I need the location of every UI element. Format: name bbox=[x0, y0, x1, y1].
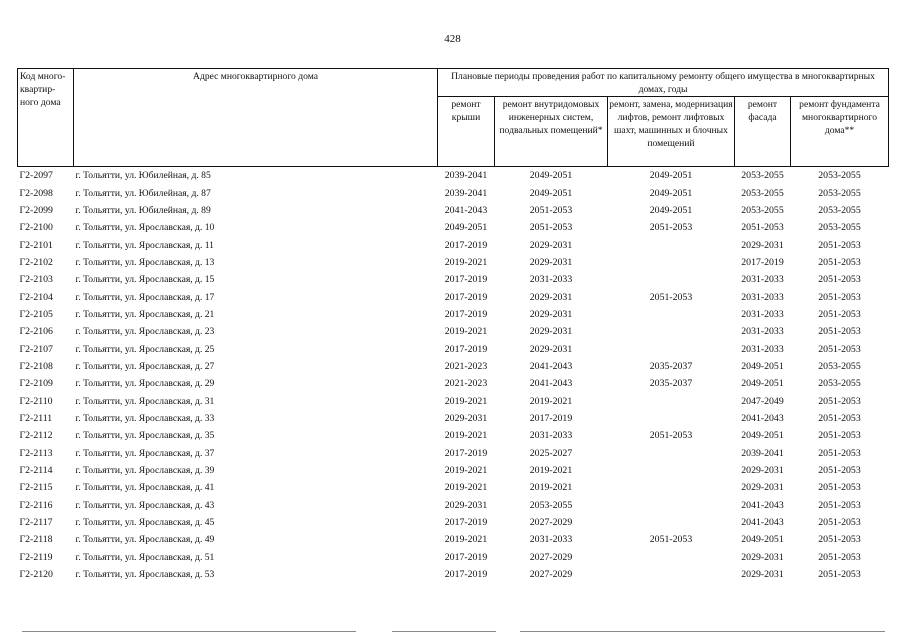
cell-roof-period: 2029-2031 bbox=[444, 499, 488, 511]
table-row bbox=[18, 271, 889, 288]
cell-foundation-period: 2051-2053 bbox=[818, 447, 861, 459]
cell-house-code: Г2-2105 bbox=[19, 308, 53, 320]
cell-systems-period: 2031-2033 bbox=[529, 430, 573, 442]
cell-roof-period: 2019-2021 bbox=[444, 395, 488, 407]
cell-foundation-period: 2051-2053 bbox=[818, 239, 861, 251]
table-row bbox=[18, 323, 889, 340]
bottom-rule bbox=[392, 631, 496, 632]
cell-address: г. Тольятти, ул. Юбилейная, д. 85 bbox=[74, 167, 438, 185]
cell-house-code: Г2-2114 bbox=[19, 465, 53, 477]
table-body bbox=[18, 167, 889, 584]
cell-facade-period: 2041-2043 bbox=[741, 412, 784, 424]
cell-facade-period: 2017-2019 bbox=[741, 256, 784, 268]
cell-foundation-period: 2051-2053 bbox=[818, 412, 861, 424]
cell-lifts-period: 2051-2053 bbox=[649, 222, 693, 234]
cell-facade-period: 2029-2031 bbox=[741, 465, 784, 477]
cell-address: г. Тольятти, ул. Ярославская, д. 10 bbox=[75, 222, 215, 234]
cell-foundation-period: 2053-2055 bbox=[818, 360, 861, 372]
cell-systems-period: 2049-2051 bbox=[529, 187, 573, 199]
cell-house-code: Г2-2110 bbox=[19, 395, 53, 407]
cell-house-code: Г2-2119 bbox=[19, 551, 53, 563]
cell-roof-period: 2019-2021 bbox=[444, 534, 488, 546]
table-row bbox=[18, 340, 889, 357]
header-facade: ремонт фасада bbox=[735, 97, 791, 167]
cell-roof-period: 2017-2019 bbox=[444, 291, 488, 303]
table-row bbox=[18, 375, 889, 392]
cell-foundation-period: 2051-2053 bbox=[818, 395, 861, 407]
cell-foundation-period: 2051-2053 bbox=[818, 308, 861, 320]
table-row bbox=[18, 445, 889, 462]
cell-facade-period: 2053-2055 bbox=[741, 204, 784, 216]
cell-house-code: Г2-2098 bbox=[19, 187, 53, 199]
cell-systems-period: 2027-2029 bbox=[529, 569, 573, 581]
table-row bbox=[18, 306, 889, 323]
cell-foundation-period: 2053-2055 bbox=[818, 187, 861, 199]
header-foundation: ремонт фундамента многоквартирного дома** bbox=[791, 97, 889, 167]
cell-house-code: Г2-2097 bbox=[18, 167, 74, 185]
cell-facade-period: 2053-2055 bbox=[741, 187, 784, 199]
cell-foundation-period: 2051-2053 bbox=[818, 569, 861, 581]
cell-facade-period: 2053-2055 bbox=[735, 167, 791, 185]
cell-roof-period: 2017-2019 bbox=[444, 517, 488, 529]
cell-lifts-period bbox=[608, 340, 735, 357]
cell-foundation-period: 2053-2055 bbox=[818, 204, 861, 216]
cell-foundation-period: 2053-2055 bbox=[791, 167, 889, 185]
cell-systems-period: 2019-2021 bbox=[529, 465, 573, 477]
cell-facade-period: 2031-2033 bbox=[741, 343, 784, 355]
table-row bbox=[18, 358, 889, 375]
cell-roof-period: 2017-2019 bbox=[444, 274, 488, 286]
cell-address: г. Тольятти, ул. Ярославская, д. 15 bbox=[75, 274, 215, 286]
cell-lifts-period bbox=[608, 236, 735, 253]
cell-lifts-period bbox=[608, 323, 735, 340]
cell-house-code: Г2-2118 bbox=[19, 534, 53, 546]
cell-systems-period: 2029-2031 bbox=[529, 239, 573, 251]
cell-facade-period: 2049-2051 bbox=[741, 430, 784, 442]
cell-lifts-period: 2035-2037 bbox=[649, 378, 693, 390]
cell-facade-period: 2041-2043 bbox=[741, 517, 784, 529]
cell-address: г. Тольятти, ул. Ярославская, д. 21 bbox=[75, 308, 215, 320]
table-row bbox=[18, 392, 889, 409]
cell-lifts-period bbox=[608, 549, 735, 566]
cell-facade-period: 2029-2031 bbox=[741, 482, 784, 494]
cell-address: г. Тольятти, ул. Ярославская, д. 11 bbox=[75, 239, 214, 251]
cell-roof-period: 2019-2021 bbox=[444, 256, 488, 268]
cell-systems-period: 2027-2029 bbox=[529, 551, 573, 563]
cell-house-code: Г2-2111 bbox=[19, 412, 53, 424]
cell-facade-period: 2029-2031 bbox=[741, 239, 784, 251]
cell-address: г. Тольятти, ул. Ярославская, д. 45 bbox=[75, 517, 215, 529]
cell-systems-period: 2031-2033 bbox=[529, 534, 573, 546]
table-row bbox=[18, 549, 889, 566]
cell-house-code: Г2-2112 bbox=[19, 430, 53, 442]
table-row bbox=[18, 514, 889, 531]
cell-roof-period: 2049-2051 bbox=[444, 222, 488, 234]
cell-lifts-period bbox=[608, 254, 735, 271]
cell-facade-period: 2041-2043 bbox=[741, 499, 784, 511]
table-row bbox=[18, 497, 889, 514]
cell-systems-period: 2019-2021 bbox=[529, 395, 573, 407]
cell-facade-period: 2031-2033 bbox=[741, 274, 784, 286]
cell-address: г. Тольятти, ул. Ярославская, д. 29 bbox=[75, 378, 215, 390]
cell-lifts-period bbox=[608, 514, 735, 531]
table-row bbox=[18, 167, 889, 185]
cell-lifts-period: 2049-2051 bbox=[649, 204, 693, 216]
table-row bbox=[18, 184, 889, 201]
cell-house-code: Г2-2116 bbox=[19, 499, 53, 511]
cell-lifts-period bbox=[608, 479, 735, 496]
cell-address: г. Тольятти, ул. Ярославская, д. 31 bbox=[75, 395, 215, 407]
cell-house-code: Г2-2101 bbox=[19, 239, 53, 251]
cell-lifts-period: 2051-2053 bbox=[649, 430, 693, 442]
table-row bbox=[18, 236, 889, 253]
cell-foundation-period: 2051-2053 bbox=[818, 430, 861, 442]
page-number: 428 bbox=[444, 33, 461, 45]
cell-roof-period: 2039-2041 bbox=[438, 167, 495, 185]
cell-systems-period: 2019-2021 bbox=[529, 482, 573, 494]
cell-address: г. Тольятти, ул. Ярославская, д. 13 bbox=[75, 256, 215, 268]
cell-foundation-period: 2051-2053 bbox=[818, 343, 861, 355]
cell-foundation-period: 2051-2053 bbox=[818, 517, 861, 529]
cell-house-code: Г2-2100 bbox=[19, 222, 53, 234]
cell-lifts-period bbox=[608, 392, 735, 409]
cell-facade-period: 2031-2033 bbox=[741, 326, 784, 338]
cell-roof-period: 2017-2019 bbox=[444, 551, 488, 563]
cell-lifts-period: 2049-2051 bbox=[608, 167, 735, 185]
cell-address: г. Тольятти, ул. Ярославская, д. 39 bbox=[75, 465, 215, 477]
cell-systems-period: 2027-2029 bbox=[529, 517, 573, 529]
cell-house-code: Г2-2115 bbox=[19, 482, 53, 494]
cell-systems-period: 2017-2019 bbox=[529, 412, 573, 424]
cell-lifts-period bbox=[608, 445, 735, 462]
bottom-rule bbox=[520, 631, 885, 632]
cell-foundation-period: 2051-2053 bbox=[818, 256, 861, 268]
header-lifts: ремонт, замена, модернизация лифтов, ремонт лифтовых шахт, машинных и блочных помещений bbox=[608, 97, 735, 167]
cell-address: г. Тольятти, ул. Ярославская, д. 41 bbox=[75, 482, 215, 494]
cell-house-code: Г2-2108 bbox=[19, 360, 53, 372]
cell-address: г. Тольятти, ул. Ярославская, д. 35 bbox=[75, 430, 215, 442]
cell-house-code: Г2-2117 bbox=[19, 517, 53, 529]
cell-roof-period: 2039-2041 bbox=[444, 187, 488, 199]
cell-house-code: Г2-2120 bbox=[19, 569, 53, 581]
cell-facade-period: 2049-2051 bbox=[741, 360, 784, 372]
cell-systems-period: 2053-2055 bbox=[529, 499, 573, 511]
cell-systems-period: 2041-2043 bbox=[529, 360, 573, 372]
header-address: Адрес многоквартирного дома bbox=[74, 69, 438, 167]
header-work-periods: Плановые периоды проведения работ по капитальному ремонту общего имущества в многоквартирных домах, годы bbox=[438, 69, 889, 97]
cell-address: г. Тольятти, ул. Ярославская, д. 25 bbox=[75, 343, 215, 355]
cell-foundation-period: 2051-2053 bbox=[818, 465, 861, 477]
cell-address: г. Тольятти, ул. Ярославская, д. 37 bbox=[75, 447, 215, 459]
bottom-rule bbox=[22, 631, 356, 632]
cell-systems-period: 2029-2031 bbox=[529, 291, 573, 303]
cell-systems-period: 2025-2027 bbox=[529, 447, 573, 459]
header-engineering-systems: ремонт внутридомовых инженерных систем, подвальных помещений* bbox=[495, 97, 608, 167]
cell-roof-period: 2019-2021 bbox=[444, 465, 488, 477]
table-row bbox=[18, 288, 889, 305]
cell-roof-period: 2021-2023 bbox=[444, 360, 488, 372]
cell-lifts-period bbox=[608, 271, 735, 288]
cell-facade-period: 2047-2049 bbox=[741, 395, 784, 407]
cell-address: г. Тольятти, ул. Юбилейная, д. 87 bbox=[75, 187, 211, 199]
cell-facade-period: 2049-2051 bbox=[741, 534, 784, 546]
cell-house-code: Г2-2103 bbox=[19, 274, 53, 286]
cell-roof-period: 2019-2021 bbox=[444, 430, 488, 442]
table-row bbox=[18, 427, 889, 444]
table-row bbox=[18, 462, 889, 479]
cell-lifts-period: 2035-2037 bbox=[649, 360, 693, 372]
cell-lifts-period: 2049-2051 bbox=[649, 187, 693, 199]
cell-lifts-period bbox=[608, 306, 735, 323]
cell-lifts-period: 2051-2053 bbox=[649, 534, 693, 546]
cell-facade-period: 2031-2033 bbox=[741, 291, 784, 303]
cell-roof-period: 2017-2019 bbox=[444, 447, 488, 459]
table-header bbox=[18, 69, 889, 167]
table-row bbox=[18, 254, 889, 271]
cell-roof-period: 2029-2031 bbox=[444, 412, 488, 424]
cell-facade-period: 2029-2031 bbox=[741, 551, 784, 563]
cell-foundation-period: 2051-2053 bbox=[818, 274, 861, 286]
cell-foundation-period: 2051-2053 bbox=[818, 499, 861, 511]
cell-facade-period: 2051-2053 bbox=[741, 222, 784, 234]
cell-address: г. Тольятти, ул. Юбилейная, д. 89 bbox=[75, 204, 211, 216]
cell-address: г. Тольятти, ул. Ярославская, д. 33 bbox=[75, 412, 215, 424]
cell-roof-period: 2041-2043 bbox=[444, 204, 488, 216]
table-row bbox=[18, 566, 889, 583]
cell-address: г. Тольятти, ул. Ярославская, д. 23 bbox=[75, 326, 215, 338]
table-row bbox=[18, 410, 889, 427]
cell-systems-period: 2029-2031 bbox=[529, 308, 573, 320]
cell-lifts-period bbox=[608, 566, 735, 583]
cell-house-code: Г2-2102 bbox=[19, 256, 53, 268]
cell-house-code: Г2-2106 bbox=[19, 326, 53, 338]
table-row bbox=[18, 479, 889, 496]
cell-house-code: Г2-2104 bbox=[19, 291, 53, 303]
cell-foundation-period: 2053-2055 bbox=[818, 222, 861, 234]
header-code: Код много-квартир-ного дома bbox=[18, 69, 74, 167]
cell-roof-period: 2017-2019 bbox=[444, 308, 488, 320]
cell-facade-period: 2031-2033 bbox=[741, 308, 784, 320]
cell-lifts-period bbox=[608, 462, 735, 479]
cell-roof-period: 2019-2021 bbox=[444, 482, 488, 494]
cell-systems-period: 2041-2043 bbox=[529, 378, 573, 390]
cell-facade-period: 2029-2031 bbox=[741, 569, 784, 581]
cell-systems-period: 2051-2053 bbox=[529, 204, 573, 216]
cell-address: г. Тольятти, ул. Ярославская, д. 43 bbox=[75, 499, 215, 511]
cell-lifts-period: 2051-2053 bbox=[649, 291, 693, 303]
cell-foundation-period: 2051-2053 bbox=[818, 482, 861, 494]
cell-foundation-period: 2051-2053 bbox=[818, 291, 861, 303]
cell-systems-period: 2051-2053 bbox=[529, 222, 573, 234]
cell-systems-period: 2049-2051 bbox=[495, 167, 608, 185]
cell-systems-period: 2029-2031 bbox=[529, 343, 573, 355]
cell-systems-period: 2029-2031 bbox=[529, 256, 573, 268]
cell-house-code: Г2-2099 bbox=[19, 204, 53, 216]
cell-lifts-period bbox=[608, 497, 735, 514]
cell-roof-period: 2017-2019 bbox=[444, 239, 488, 251]
table-row bbox=[18, 202, 889, 219]
cell-foundation-period: 2051-2053 bbox=[818, 551, 861, 563]
cell-address: г. Тольятти, ул. Ярославская, д. 49 bbox=[75, 534, 215, 546]
cell-facade-period: 2039-2041 bbox=[741, 447, 784, 459]
cell-address: г. Тольятти, ул. Ярославская, д. 17 bbox=[75, 291, 215, 303]
cell-roof-period: 2017-2019 bbox=[444, 343, 488, 355]
cell-roof-period: 2021-2023 bbox=[444, 378, 488, 390]
cell-house-code: Г2-2109 bbox=[19, 378, 53, 390]
cell-lifts-period bbox=[608, 410, 735, 427]
cell-address: г. Тольятти, ул. Ярославская, д. 27 bbox=[75, 360, 215, 372]
table-row bbox=[18, 219, 889, 236]
cell-systems-period: 2029-2031 bbox=[529, 326, 573, 338]
cell-roof-period: 2019-2021 bbox=[444, 326, 488, 338]
cell-foundation-period: 2053-2055 bbox=[818, 378, 861, 390]
header-roof: ремонт крыши bbox=[438, 97, 495, 167]
cell-foundation-period: 2051-2053 bbox=[818, 326, 861, 338]
cell-roof-period: 2017-2019 bbox=[444, 569, 488, 581]
cell-address: г. Тольятти, ул. Ярославская, д. 51 bbox=[75, 551, 215, 563]
table-row bbox=[18, 531, 889, 548]
repair-schedule-table bbox=[17, 68, 889, 583]
cell-house-code: Г2-2107 bbox=[19, 343, 53, 355]
cell-facade-period: 2049-2051 bbox=[741, 378, 784, 390]
cell-house-code: Г2-2113 bbox=[19, 447, 53, 459]
cell-systems-period: 2031-2033 bbox=[529, 274, 573, 286]
cell-address: г. Тольятти, ул. Ярославская, д. 53 bbox=[75, 569, 215, 581]
cell-foundation-period: 2051-2053 bbox=[818, 534, 861, 546]
